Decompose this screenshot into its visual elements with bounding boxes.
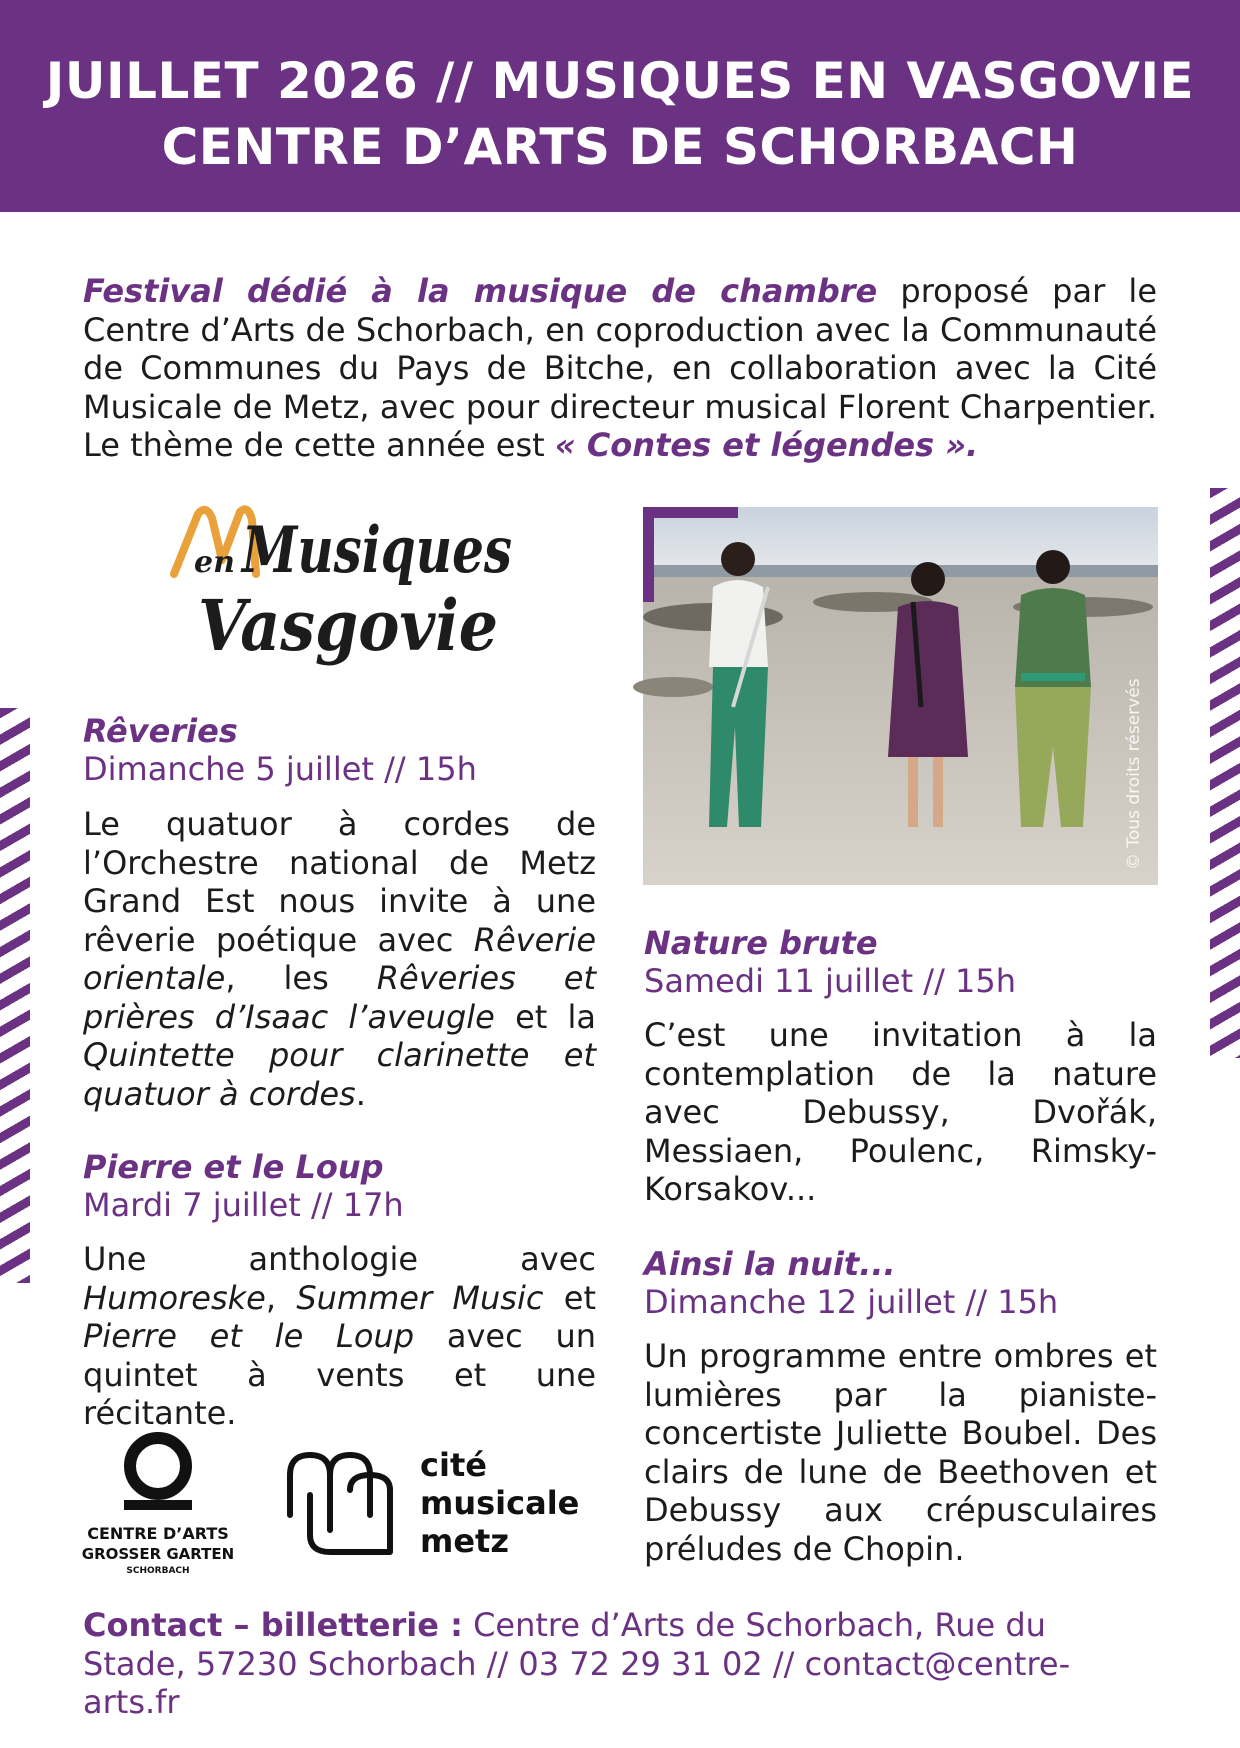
contact-label: Contact – billetterie : [83, 1606, 463, 1644]
event-pierre-date: Mardi 7 juillet // 17h [83, 1186, 404, 1224]
centre-darts-line2: GROSSER GARTEN [81, 1545, 235, 1563]
event-pierre-description: Une anthologie avec Humoreske, Summer Music et Pierre et le Loup avec un quintet à vents et une récitante. [83, 1240, 597, 1432]
cite-musicale-logo [285, 1440, 585, 1560]
event-reveries-date: Dimanche 5 juillet // 15h [83, 750, 477, 788]
decorative-stripes-right [1210, 488, 1240, 1058]
header-title-line2: CENTRE D’ARTS DE SCHORBACH [161, 118, 1079, 176]
header-banner [0, 0, 1240, 212]
contact-info [83, 1606, 1157, 1722]
event-nature-title: Nature brute [644, 924, 878, 962]
event-pierre-title: Pierre et le Loup [83, 1148, 384, 1186]
event-nuit-date: Dimanche 12 juillet // 15h [644, 1283, 1059, 1321]
photo-corner-frame [643, 507, 738, 602]
intro-text: proposé par le Centre d’Arts de Schorbach, en coproduction avec la Communauté de Communes du Pays de Bitche, en collaboration avec la Cité Musicale de Metz, avec pour directeur musical Florent Charpentier. Le thème de cette année est [83, 272, 1158, 464]
intro-paragraph [83, 272, 1157, 465]
logo-word2: Vasgovie [198, 584, 498, 667]
logo-word1: Musiques [240, 513, 512, 588]
centre-darts-line1: CENTRE D’ARTS [87, 1524, 229, 1543]
centre-darts-line3: SCHORBACH [126, 1566, 190, 1576]
event-nature-date: Samedi 11 juillet // 15h [644, 962, 1017, 1000]
event-nature-description: C’est une invitation à la contemplation de la nature avec Debussy, Dvořák, Messiaen, Poulenc, Rimsky-Korsakov... [644, 1016, 1157, 1208]
cite-musicale-line1: cité [420, 1446, 487, 1484]
event-reveries-title: Rêveries [83, 712, 238, 750]
photo-credit: © Tous droits réservés [1124, 678, 1144, 870]
decorative-stripes-left [0, 708, 30, 1283]
intro-highlight: Festival dédié à la musique de chambre [83, 272, 878, 310]
header-title-line1: JUILLET 2026 // MUSIQUES EN VASGOVIE [45, 52, 1195, 110]
logo-en: en [194, 545, 235, 580]
event-nuit-title: Ainsi la nuit... [644, 1245, 896, 1283]
event-nuit-description: Un programme entre ombres et lumières par la pianiste-concertiste Juliette Boubel. Des clairs de lune de Beethoven et Debussy aux crépusculaires préludes de Chopin. [644, 1337, 1157, 1568]
event-reveries-description: Le quatuor à cordes de l’Orchestre national de Metz Grand Est nous invite à une rêverie poétique avec Rêverie orientale, les Rêveries et prières d’Isaac l’aveugle et la Quintette pour clarinette et quatuor à cordes. [83, 805, 597, 1113]
intro-theme: « Contes et légendes ». [554, 426, 979, 464]
cite-musicale-line3: metz [420, 1522, 509, 1560]
cite-musicale-line2: musicale [420, 1484, 580, 1522]
contact-text: Centre d’Arts de Schorbach, Rue du Stade, 57230 Schorbach // 03 72 29 31 02 // contact@centre-arts.fr [83, 1606, 1071, 1721]
centre-darts-logo [81, 1428, 238, 1578]
festival-logo [168, 500, 528, 680]
